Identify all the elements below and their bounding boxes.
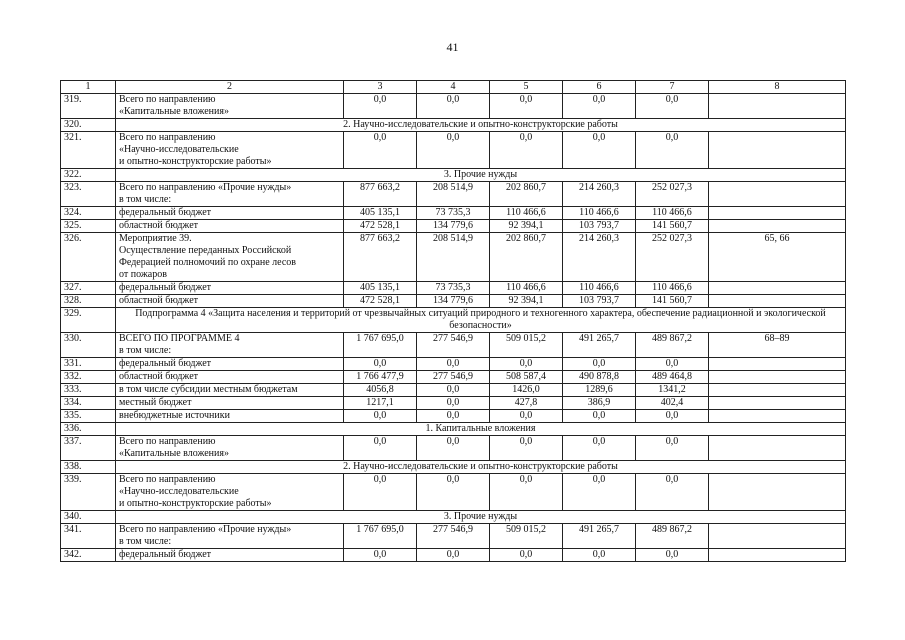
value-cell: 103 793,7 — [563, 220, 636, 233]
value-cell: 0,0 — [344, 358, 417, 371]
table-row — [61, 132, 846, 169]
indicator-ref-cell — [709, 384, 846, 397]
indicator-ref-cell — [709, 371, 846, 384]
description-line: федеральный бюджет — [119, 358, 212, 369]
value-cell: 92 394,1 — [490, 295, 563, 308]
value-cell: 141 560,7 — [636, 295, 709, 308]
value-cell: 0,0 — [344, 549, 417, 562]
indicator-ref-cell — [709, 207, 846, 220]
value-cell: 141 560,7 — [636, 220, 709, 233]
value-cell: 0,0 — [417, 397, 490, 410]
value-cell: 0,0 — [636, 358, 709, 371]
value-cell: 877 663,2 — [344, 182, 417, 207]
description-line: «Капитальные вложения» — [119, 448, 229, 459]
description-line: в том числе: — [119, 536, 172, 547]
section-row — [61, 461, 846, 474]
row-description — [116, 397, 344, 410]
value-cell: 472 528,1 — [344, 220, 417, 233]
indicator-ref-cell — [709, 182, 846, 207]
value-cell: 1 766 477,9 — [344, 371, 417, 384]
section-title: 3. Прочие нужды — [116, 511, 846, 524]
value-cell: 103 793,7 — [563, 295, 636, 308]
description-line: федеральный бюджет — [119, 549, 212, 560]
section-row — [61, 169, 846, 182]
indicator-ref-cell — [709, 474, 846, 511]
value-cell: 110 466,6 — [636, 207, 709, 220]
row-description — [116, 524, 344, 549]
header-cell: 4 — [417, 81, 490, 94]
row-description — [116, 94, 344, 119]
value-cell: 0,0 — [490, 474, 563, 511]
header-cell: 7 — [636, 81, 709, 94]
value-cell: 0,0 — [636, 410, 709, 423]
description-line: Федерацией полномочий по охране лесов — [119, 257, 297, 268]
header-cell: 5 — [490, 81, 563, 94]
description-line: Осуществление переданных Российской — [119, 245, 292, 256]
value-cell: 1 767 695,0 — [344, 524, 417, 549]
value-cell: 110 466,6 — [563, 282, 636, 295]
row-number: 338. — [61, 461, 116, 474]
value-cell: 0,0 — [417, 94, 490, 119]
section-title: 2. Научно-исследовательские и опытно-конструкторские работы — [116, 119, 846, 132]
value-cell: 0,0 — [490, 410, 563, 423]
row-number: 330. — [61, 333, 116, 358]
row-number: 334. — [61, 397, 116, 410]
value-cell: 0,0 — [344, 474, 417, 511]
description-line: в том числе: — [119, 345, 172, 356]
row-number: 321. — [61, 132, 116, 169]
table-row — [61, 282, 846, 295]
description-line: федеральный бюджет — [119, 207, 212, 218]
value-cell: 0,0 — [563, 358, 636, 371]
row-description — [116, 207, 344, 220]
value-cell: 509 015,2 — [490, 524, 563, 549]
value-cell: 489 464,8 — [636, 371, 709, 384]
row-description — [116, 384, 344, 397]
value-cell: 0,0 — [417, 436, 490, 461]
description-line: «Капитальные вложения» — [119, 106, 229, 117]
value-cell: 0,0 — [636, 94, 709, 119]
page-number: 41 — [446, 40, 459, 54]
indicator-ref-cell — [709, 358, 846, 371]
value-cell: 0,0 — [344, 436, 417, 461]
value-cell: 491 265,7 — [563, 524, 636, 549]
row-number: 341. — [61, 524, 116, 549]
section-title: Подпрограмма 4 «Защита населения и территорий от чрезвычайных ситуаций природного и техногенного характера, обеспечение радиационной и экологической безопасности» — [116, 308, 846, 333]
value-cell: 0,0 — [636, 549, 709, 562]
section-title: 2. Научно-исследовательские и опытно-конструкторские работы — [116, 461, 846, 474]
value-cell: 0,0 — [636, 474, 709, 511]
description-line: областной бюджет — [119, 371, 199, 382]
value-cell: 489 867,2 — [636, 333, 709, 358]
row-description — [116, 436, 344, 461]
row-number: 320. — [61, 119, 116, 132]
value-cell: 1217,1 — [344, 397, 417, 410]
value-cell: 92 394,1 — [490, 220, 563, 233]
section-row — [61, 511, 846, 524]
row-description — [116, 333, 344, 358]
value-cell: 252 027,3 — [636, 233, 709, 282]
table-row — [61, 549, 846, 562]
indicator-ref-cell — [709, 524, 846, 549]
row-number: 322. — [61, 169, 116, 182]
value-cell: 877 663,2 — [344, 233, 417, 282]
description-line: Всего по направлению — [119, 436, 216, 447]
value-cell: 472 528,1 — [344, 295, 417, 308]
value-cell: 490 878,8 — [563, 371, 636, 384]
row-number: 331. — [61, 358, 116, 371]
value-cell: 0,0 — [417, 358, 490, 371]
value-cell: 0,0 — [490, 358, 563, 371]
value-cell: 1 767 695,0 — [344, 333, 417, 358]
table-body — [61, 81, 846, 562]
value-cell: 0,0 — [563, 132, 636, 169]
value-cell: 0,0 — [490, 132, 563, 169]
description-line: Всего по направлению «Прочие нужды» — [119, 182, 292, 193]
table-row — [61, 220, 846, 233]
value-cell: 0,0 — [490, 436, 563, 461]
description-line: и опытно-конструкторские работы» — [119, 156, 272, 167]
value-cell: 386,9 — [563, 397, 636, 410]
value-cell: 110 466,6 — [636, 282, 709, 295]
table-row — [61, 384, 846, 397]
table-row — [61, 94, 846, 119]
value-cell: 0,0 — [636, 436, 709, 461]
header-cell: 6 — [563, 81, 636, 94]
value-cell: 1341,2 — [636, 384, 709, 397]
value-cell: 110 466,6 — [490, 207, 563, 220]
indicator-ref-cell — [709, 94, 846, 119]
table-row — [61, 524, 846, 549]
description-line: федеральный бюджет — [119, 282, 212, 293]
value-cell: 73 735,3 — [417, 282, 490, 295]
description-line: «Научно-исследовательские — [119, 486, 239, 497]
row-number: 333. — [61, 384, 116, 397]
value-cell: 252 027,3 — [636, 182, 709, 207]
row-number: 323. — [61, 182, 116, 207]
indicator-ref-cell — [709, 220, 846, 233]
indicator-ref-cell: 68–89 — [709, 333, 846, 358]
indicator-ref-cell — [709, 436, 846, 461]
row-number: 325. — [61, 220, 116, 233]
row-number: 335. — [61, 410, 116, 423]
row-description — [116, 233, 344, 282]
row-number: 339. — [61, 474, 116, 511]
table-row — [61, 436, 846, 461]
row-number: 326. — [61, 233, 116, 282]
section-row — [61, 119, 846, 132]
row-number: 336. — [61, 423, 116, 436]
value-cell: 0,0 — [344, 410, 417, 423]
value-cell: 0,0 — [563, 410, 636, 423]
value-cell: 0,0 — [563, 474, 636, 511]
row-description — [116, 358, 344, 371]
indicator-ref-cell — [709, 295, 846, 308]
row-description — [116, 410, 344, 423]
value-cell: 489 867,2 — [636, 524, 709, 549]
description-line: ВСЕГО ПО ПРОГРАММЕ 4 — [119, 333, 240, 344]
value-cell: 208 514,9 — [417, 233, 490, 282]
row-number: 337. — [61, 436, 116, 461]
header-cell: 2 — [116, 81, 344, 94]
table-row — [61, 410, 846, 423]
budget-table — [60, 80, 846, 562]
description-line: Всего по направлению — [119, 474, 216, 485]
value-cell: 0,0 — [563, 94, 636, 119]
row-description — [116, 132, 344, 169]
row-number: 332. — [61, 371, 116, 384]
value-cell: 405 135,1 — [344, 207, 417, 220]
value-cell: 427,8 — [490, 397, 563, 410]
table-row — [61, 474, 846, 511]
description-line: местный бюджет — [119, 397, 192, 408]
row-description — [116, 282, 344, 295]
table-row — [61, 333, 846, 358]
description-line: Всего по направлению — [119, 94, 216, 105]
row-description — [116, 295, 344, 308]
value-cell: 4056,8 — [344, 384, 417, 397]
header-cell: 1 — [61, 81, 116, 94]
table-row — [61, 295, 846, 308]
value-cell: 202 860,7 — [490, 233, 563, 282]
table-row — [61, 397, 846, 410]
value-cell: 277 546,9 — [417, 371, 490, 384]
section-row — [61, 423, 846, 436]
table-row — [61, 182, 846, 207]
row-number: 329. — [61, 308, 116, 333]
value-cell: 0,0 — [417, 132, 490, 169]
description-line: от пожаров — [119, 269, 167, 280]
description-line: «Научно-исследовательские — [119, 144, 239, 155]
value-cell: 0,0 — [417, 474, 490, 511]
value-cell: 0,0 — [417, 384, 490, 397]
header-cell: 8 — [709, 81, 846, 94]
description-line: Всего по направлению «Прочие нужды» — [119, 524, 292, 535]
value-cell: 110 466,6 — [563, 207, 636, 220]
description-line: областной бюджет — [119, 220, 199, 231]
table-row — [61, 207, 846, 220]
row-description — [116, 220, 344, 233]
row-description — [116, 549, 344, 562]
row-number: 327. — [61, 282, 116, 295]
value-cell: 1426,0 — [490, 384, 563, 397]
indicator-ref-cell — [709, 549, 846, 562]
row-description — [116, 474, 344, 511]
value-cell: 208 514,9 — [417, 182, 490, 207]
row-number: 324. — [61, 207, 116, 220]
indicator-ref-cell: 65, 66 — [709, 233, 846, 282]
value-cell: 402,4 — [636, 397, 709, 410]
row-description — [116, 371, 344, 384]
value-cell: 0,0 — [417, 549, 490, 562]
value-cell: 0,0 — [490, 94, 563, 119]
value-cell: 0,0 — [344, 132, 417, 169]
value-cell: 0,0 — [636, 132, 709, 169]
row-number: 328. — [61, 295, 116, 308]
value-cell: 0,0 — [344, 94, 417, 119]
value-cell: 491 265,7 — [563, 333, 636, 358]
header-row — [61, 81, 846, 94]
table-row — [61, 358, 846, 371]
value-cell: 0,0 — [563, 436, 636, 461]
description-line: Всего по направлению — [119, 132, 216, 143]
value-cell: 202 860,7 — [490, 182, 563, 207]
value-cell: 405 135,1 — [344, 282, 417, 295]
value-cell: 134 779,6 — [417, 220, 490, 233]
table-row — [61, 233, 846, 282]
row-number: 342. — [61, 549, 116, 562]
table-row — [61, 371, 846, 384]
row-number: 340. — [61, 511, 116, 524]
row-number: 319. — [61, 94, 116, 119]
value-cell: 0,0 — [490, 549, 563, 562]
description-line: Мероприятие 39. — [119, 233, 192, 244]
description-line: и опытно-конструкторские работы» — [119, 498, 272, 509]
value-cell: 0,0 — [563, 549, 636, 562]
section-title: 1. Капитальные вложения — [116, 423, 846, 436]
description-line: в том числе: — [119, 194, 172, 205]
indicator-ref-cell — [709, 132, 846, 169]
value-cell: 110 466,6 — [490, 282, 563, 295]
value-cell: 1289,6 — [563, 384, 636, 397]
indicator-ref-cell — [709, 282, 846, 295]
value-cell: 509 015,2 — [490, 333, 563, 358]
value-cell: 214 260,3 — [563, 182, 636, 207]
row-description — [116, 182, 344, 207]
description-line: в том числе субсидии местным бюджетам — [119, 384, 298, 395]
description-line: областной бюджет — [119, 295, 199, 306]
section-title: 3. Прочие нужды — [116, 169, 846, 182]
value-cell: 73 735,3 — [417, 207, 490, 220]
value-cell: 214 260,3 — [563, 233, 636, 282]
value-cell: 0,0 — [417, 410, 490, 423]
indicator-ref-cell — [709, 410, 846, 423]
value-cell: 277 546,9 — [417, 524, 490, 549]
value-cell: 134 779,6 — [417, 295, 490, 308]
value-cell: 277 546,9 — [417, 333, 490, 358]
section-row — [61, 308, 846, 333]
description-line: внебюджетные источники — [119, 410, 230, 421]
header-cell: 3 — [344, 81, 417, 94]
value-cell: 508 587,4 — [490, 371, 563, 384]
indicator-ref-cell — [709, 397, 846, 410]
